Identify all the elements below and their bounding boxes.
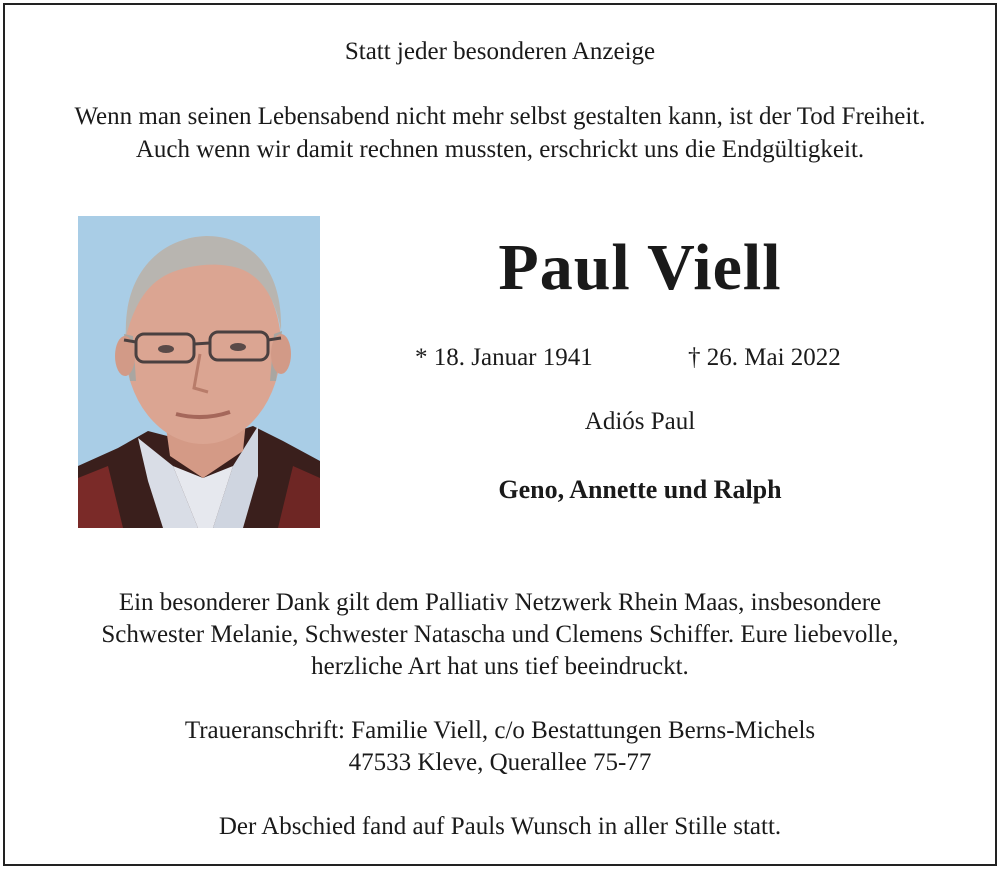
quote-line-2: Auch wenn wir damit rechnen mussten, erschrickt uns die Endgültigkeit. xyxy=(135,136,865,163)
closing-text: Der Abschied fand auf Pauls Wunsch in aller Stille statt. xyxy=(218,813,782,840)
address-line-1: Traueranschrift: Familie Viell, c/o Bestattungen Berns-Michels xyxy=(184,717,816,744)
address-line-2: 47533 Kleve, Querallee 75-77 xyxy=(348,749,652,776)
deceased-name: Paul Viell xyxy=(498,231,782,304)
portrait-photo xyxy=(78,216,320,528)
birth-date: * 18. Januar 1941 xyxy=(415,344,593,371)
quote-line-1: Wenn man seinen Lebensabend nicht mehr selbst gestalten kann, ist der Tod Freiheit. xyxy=(74,103,926,130)
intro-text: Statt jeder besonderen Anzeige xyxy=(344,38,656,65)
death-date: † 26. Mai 2022 xyxy=(688,344,841,371)
obituary-frame xyxy=(3,3,997,866)
thanks-line-1: Ein besonderer Dank gilt dem Palliativ Netzwerk Rhein Maas, insbesondere xyxy=(118,589,882,616)
farewell-text: Adiós Paul xyxy=(584,408,696,435)
thanks-line-3: herzliche Art hat uns tief beeindruckt. xyxy=(311,653,689,680)
thanks-line-2: Schwester Melanie, Schwester Natascha und Clemens Schiffer. Eure liebevolle, xyxy=(101,621,899,648)
mourners-names: Geno, Annette und Ralph xyxy=(498,475,782,504)
